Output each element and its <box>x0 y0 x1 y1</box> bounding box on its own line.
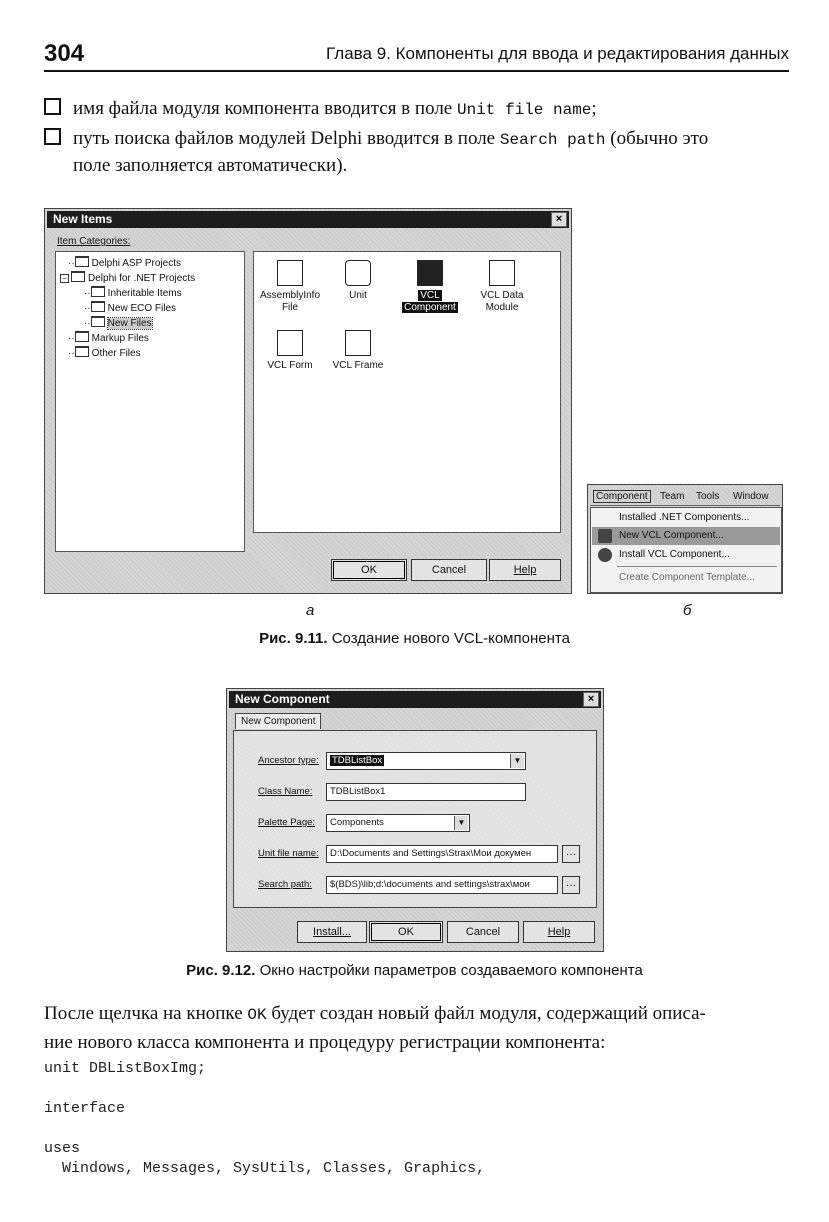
close-icon[interactable]: × <box>583 692 599 707</box>
label-a: а <box>306 602 315 619</box>
menu-team[interactable]: Team <box>660 491 685 502</box>
folder-icon <box>91 286 105 297</box>
dialog-titlebar: New Component × <box>229 691 601 708</box>
form-icon <box>277 330 303 356</box>
tree-item[interactable]: − Delphi for .NET Projects <box>60 271 195 284</box>
ok-button[interactable]: OK <box>331 559 407 581</box>
folder-icon <box>71 271 85 282</box>
gallery-item-selected[interactable]: VCL Component <box>394 260 466 314</box>
new-component-dialog <box>226 688 604 952</box>
menu-tools[interactable]: Tools <box>696 491 720 502</box>
new-items-dialog <box>44 208 572 594</box>
menu-item[interactable]: Install VCL Component... <box>619 549 730 560</box>
code-line: unit DBListBoxImg; <box>44 1060 207 1077</box>
cancel-button[interactable]: Cancel <box>411 559 487 581</box>
ok-button[interactable]: OK <box>369 921 443 943</box>
tree-item[interactable]: ·· New ECO Files <box>84 303 177 314</box>
chapter-title: Глава 9. Компоненты для ввода и редактирования данных <box>326 44 789 63</box>
item-gallery[interactable] <box>253 251 561 533</box>
gallery-item[interactable]: Unit <box>322 260 394 302</box>
ancestor-type-label: Ancestor type: <box>258 755 319 766</box>
category-tree[interactable] <box>55 251 245 552</box>
gallery-item[interactable]: VCL Form <box>254 330 326 372</box>
tree-item-selected[interactable]: ·· New Files <box>84 318 152 329</box>
tree-item[interactable]: ·· Markup Files <box>68 333 149 344</box>
browse-path-button[interactable]: … <box>562 876 580 894</box>
header-rule <box>44 70 789 72</box>
chevron-down-icon[interactable]: ▼ <box>454 816 468 830</box>
checkbox-bullet-icon <box>44 128 61 145</box>
chevron-down-icon[interactable]: ▼ <box>510 754 524 768</box>
tree-item[interactable]: ·· Delphi ASP Projects <box>68 258 181 269</box>
figure-caption: Рис. 9.12. Окно настройки параметров создаваемого компонента <box>186 962 643 979</box>
gallery-item[interactable]: VCL Frame <box>322 330 394 372</box>
code-line: uses <box>44 1140 81 1157</box>
menu-separator <box>617 566 777 567</box>
label-b: б <box>683 602 692 619</box>
dialog-titlebar: New Items × <box>47 211 569 228</box>
class-name-input[interactable]: TDBListBox1 <box>326 783 526 801</box>
menu-window[interactable]: Window <box>733 491 769 502</box>
class-name-label: Class Name: <box>258 786 313 797</box>
gallery-item[interactable]: AssemblyInfo File <box>254 260 326 314</box>
figure-caption: Рис. 9.11. Создание нового VCL-компонента <box>259 630 570 647</box>
menu-item-new-vcl[interactable]: New VCL Component... <box>619 530 724 541</box>
code-line: Windows, Messages, SysUtils, Classes, Graphics, <box>44 1160 486 1177</box>
help-button[interactable]: Help <box>489 559 561 581</box>
bullet-item: путь поиска файлов модулей Delphi вводится в поле Search path (обычно это поле заполняется автоматически). <box>44 126 792 179</box>
component-icon <box>417 260 443 286</box>
close-icon[interactable]: × <box>551 212 567 227</box>
search-path-input[interactable]: $(BDS)\lib;d:\documents and settings\strax\мои <box>326 876 558 894</box>
code-line: interface <box>44 1100 126 1117</box>
categories-label: Item Categories: <box>57 236 131 247</box>
tree-item[interactable]: ·· Other Files <box>68 348 141 359</box>
new-component-icon <box>598 529 612 543</box>
help-button[interactable]: Help <box>523 921 595 943</box>
folder-icon <box>75 331 89 342</box>
folder-icon <box>91 316 105 327</box>
palette-page-select[interactable]: Components ▼ <box>326 814 470 832</box>
install-button[interactable]: Install... <box>297 921 367 943</box>
menu-item-disabled: Create Component Template... <box>619 572 756 583</box>
tab-new-component[interactable]: New Component <box>235 713 321 729</box>
palette-page-label: Palette Page: <box>258 817 316 828</box>
cancel-button[interactable]: Cancel <box>447 921 519 943</box>
tree-item[interactable]: ·· Inheritable Items <box>84 288 182 299</box>
search-path-label: Search path: <box>258 879 312 890</box>
menu-component[interactable]: Component <box>593 490 651 503</box>
frame-icon <box>345 330 371 356</box>
bullet-item: имя файла модуля компонента вводится в поле Unit file name; <box>44 96 792 123</box>
ancestor-type-select[interactable]: TDBListBox ▼ <box>326 752 526 770</box>
menu-item[interactable]: Installed .NET Components... <box>619 512 750 523</box>
menu-bar <box>590 487 780 506</box>
unit-file-name-input[interactable]: D:\Documents and Settings\Strax\Мои докумен <box>326 845 558 863</box>
browse-unit-button[interactable]: … <box>562 845 580 863</box>
collapse-icon[interactable]: − <box>60 274 69 283</box>
dropdown-menu <box>590 507 782 593</box>
data-module-icon <box>489 260 515 286</box>
unit-file-name-label: Unit file name: <box>258 848 319 859</box>
gallery-item[interactable]: VCL Data Module <box>466 260 538 314</box>
body-paragraph: После щелчка на кнопке OK будет создан новый файл модуля, содержащий описа- ние нового класса компонента и процедуру регистрации компонента: <box>44 1003 706 1053</box>
unit-icon <box>345 260 371 286</box>
folder-icon <box>91 301 105 312</box>
install-component-icon <box>598 548 612 562</box>
tab-panel <box>233 730 597 908</box>
component-menu <box>587 484 783 594</box>
page-number: 304 <box>44 40 85 67</box>
folder-icon <box>75 256 89 267</box>
checkbox-bullet-icon <box>44 98 61 115</box>
folder-icon <box>75 346 89 357</box>
file-icon <box>277 260 303 286</box>
